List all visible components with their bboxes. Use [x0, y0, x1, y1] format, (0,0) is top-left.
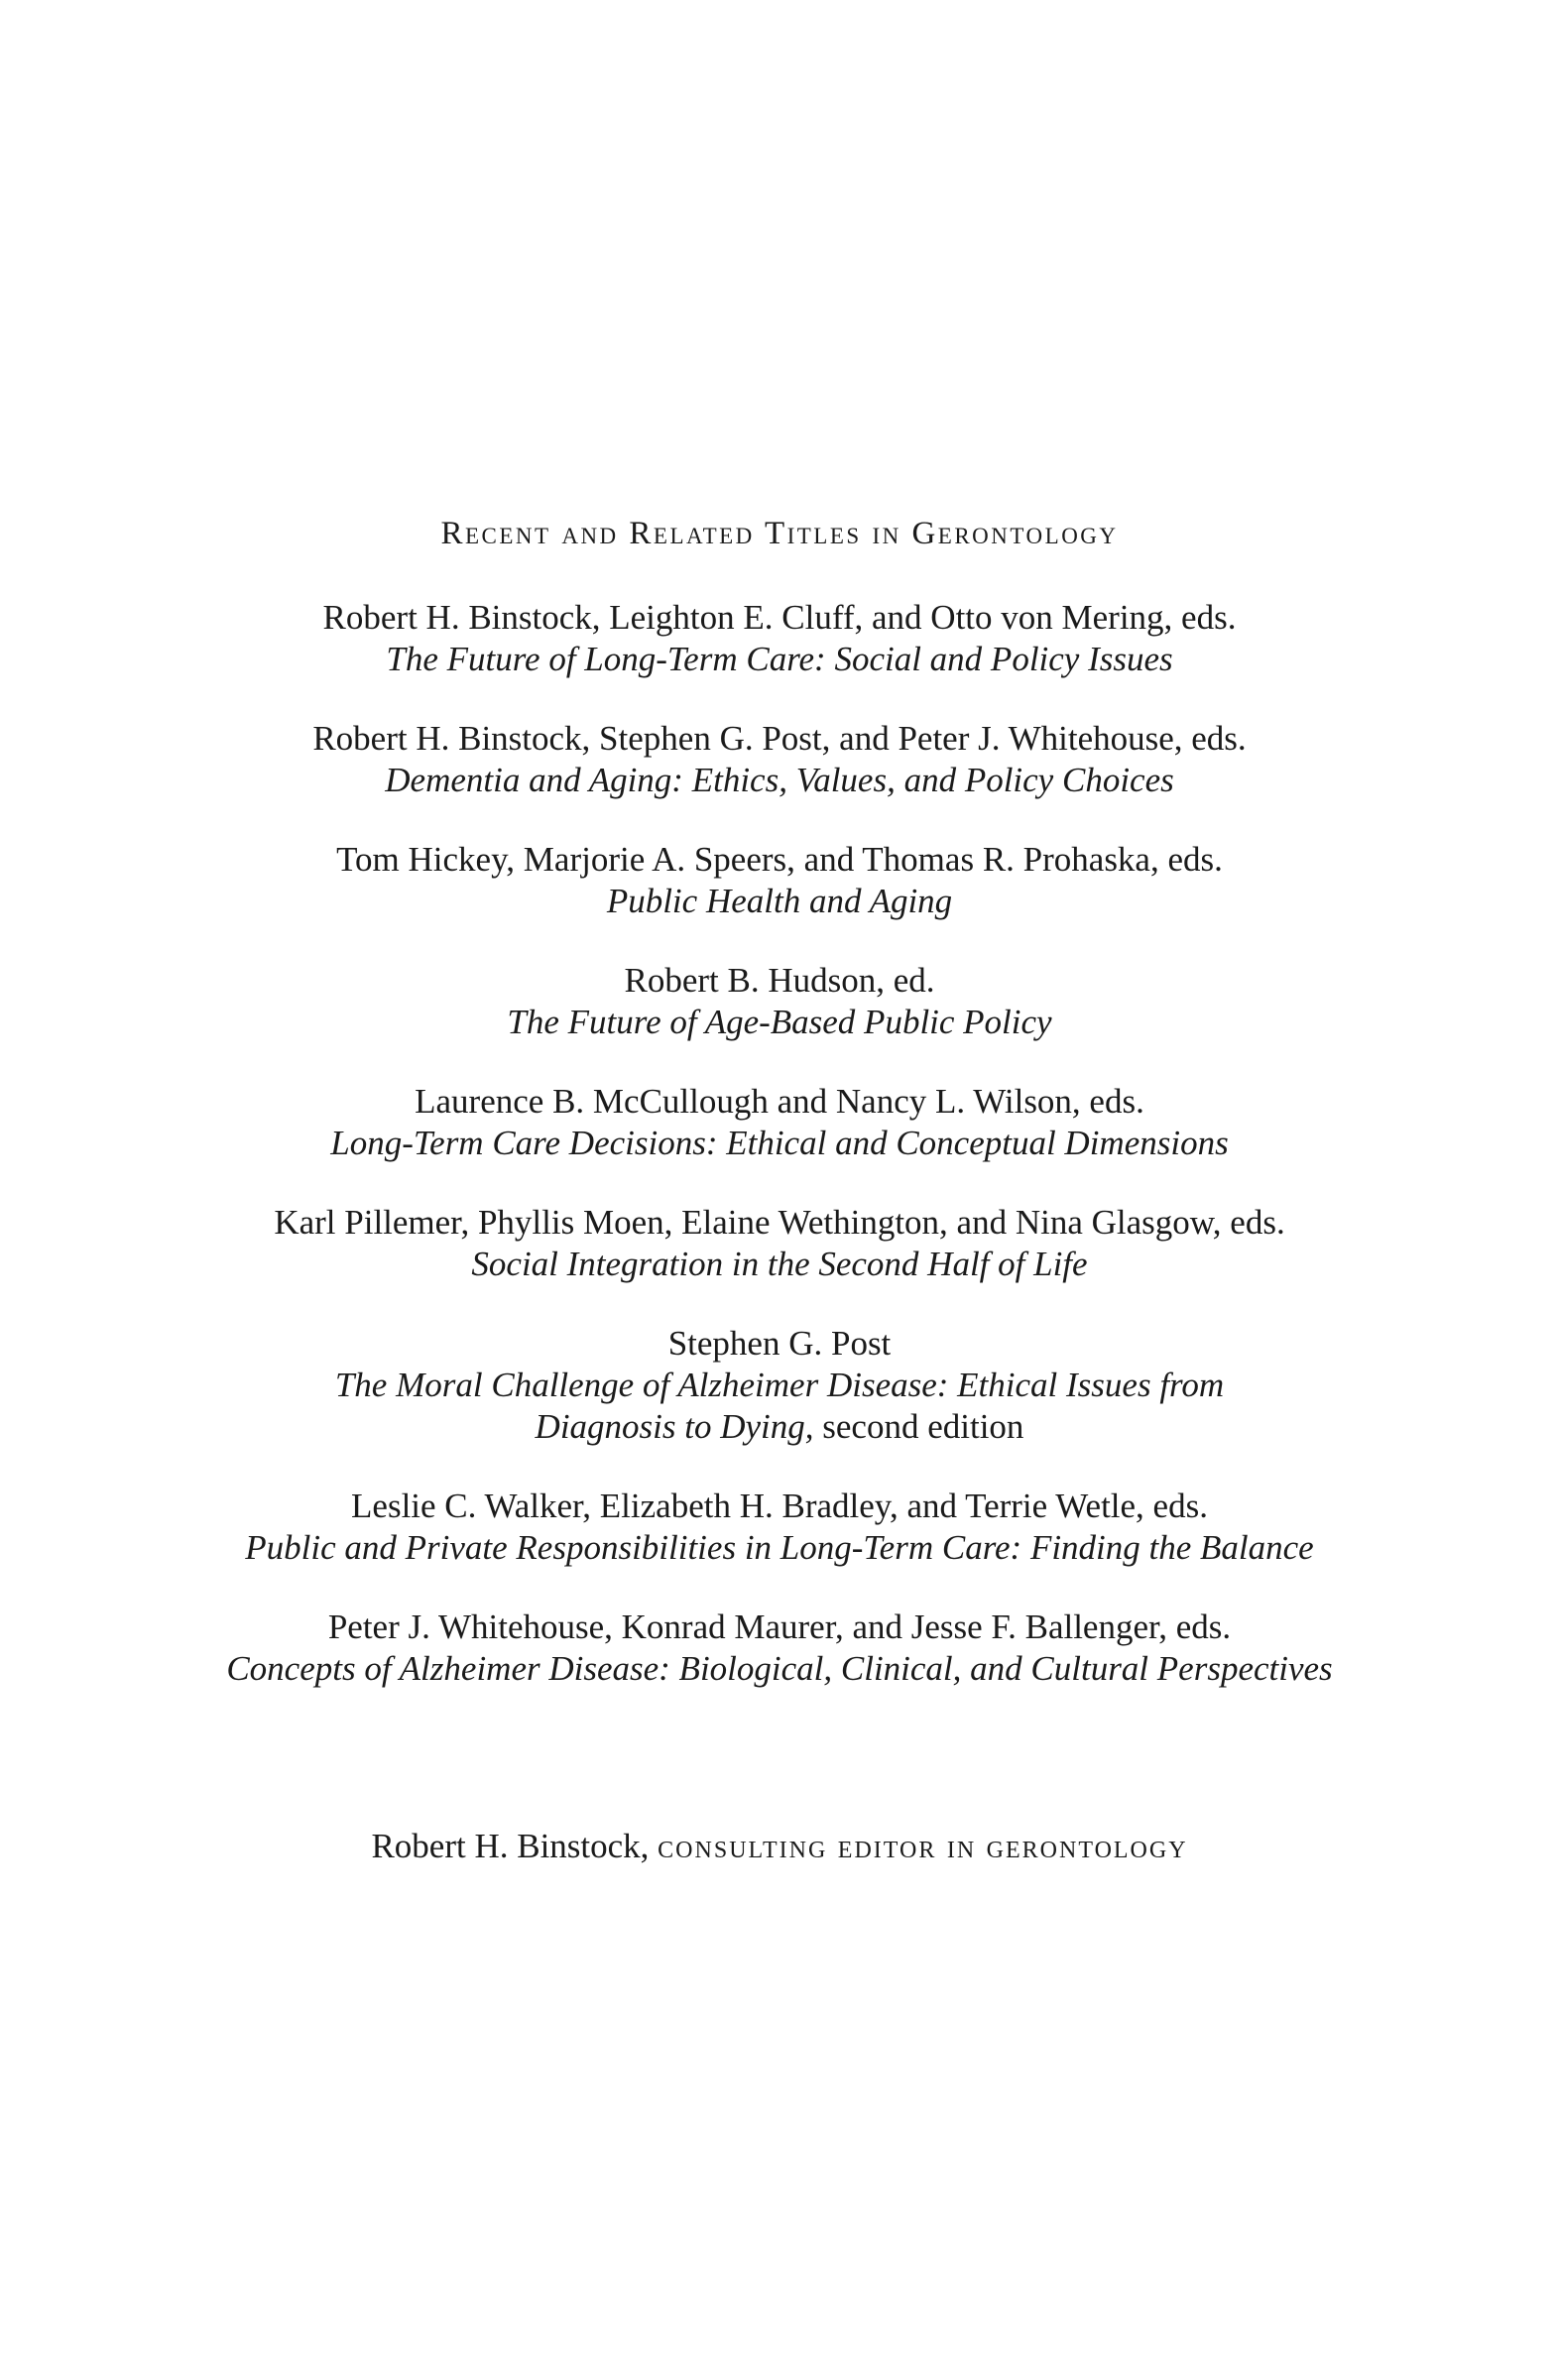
entry-title-text: Diagnosis to Dying, — [535, 1407, 814, 1446]
list-item — [0, 960, 1559, 1043]
entry-title — [0, 1365, 1559, 1406]
consulting-editor-line — [0, 1827, 1559, 1866]
entry-editors: Karl Pillemer, Phyllis Moen, Elaine Wethington, and Nina Glasgow, eds. — [274, 1203, 1285, 1242]
list-item — [0, 1081, 1559, 1164]
entry-title — [0, 1527, 1559, 1569]
entry-title-text: Social Integration in the Second Half of Life — [471, 1245, 1088, 1283]
list-item — [0, 1323, 1559, 1448]
entry-title-text: Concepts of Alzheimer Disease: Biological, Clinical, and Cultural Perspectives — [226, 1649, 1333, 1688]
consulting-editor-name: Robert H. Binstock, — [371, 1827, 650, 1865]
entry-title — [0, 881, 1559, 922]
entry-title — [0, 1648, 1559, 1690]
entry-editors: Robert H. Binstock, Stephen G. Post, and Peter J. Whitehouse, eds. — [312, 719, 1247, 758]
entry-title-text: Long-Term Care Decisions: Ethical and Conceptual Dimensions — [330, 1124, 1229, 1162]
series-heading: Recent and Related Titles in Gerontology — [440, 516, 1119, 551]
list-item — [0, 839, 1559, 922]
list-item — [0, 718, 1559, 801]
entry-editors: Stephen G. Post — [667, 1324, 892, 1363]
consulting-editor-role: consulting editor in gerontology — [658, 1829, 1188, 1865]
list-item — [0, 1486, 1559, 1569]
list-item — [0, 597, 1559, 680]
list-item — [0, 1606, 1559, 1690]
entry-title-text: Public Health and Aging — [606, 882, 953, 920]
title-list — [0, 597, 1559, 1727]
entry-title — [0, 639, 1559, 680]
entry-title-text: Dementia and Aging: Ethics, Values, and Policy Choices — [385, 761, 1174, 799]
list-item — [0, 1202, 1559, 1285]
entry-title — [0, 1406, 1559, 1448]
entry-title — [0, 1002, 1559, 1043]
entry-title-text: Public and Private Responsibilities in Long-Term Care: Finding the Balance — [245, 1528, 1314, 1567]
entry-title-text: The Future of Age-Based Public Policy — [507, 1003, 1052, 1041]
entry-title — [0, 760, 1559, 801]
entry-editors: Tom Hickey, Marjorie A. Speers, and Thomas R. Prohaska, eds. — [336, 840, 1223, 879]
entry-title — [0, 1123, 1559, 1164]
entry-editors: Leslie C. Walker, Elizabeth H. Bradley, and Terrie Wetle, eds. — [351, 1487, 1208, 1525]
entry-title-text: The Moral Challenge of Alzheimer Disease: Ethical Issues from — [334, 1366, 1225, 1404]
entry-editors: Peter J. Whitehouse, Konrad Maurer, and Jesse F. Ballenger, eds. — [327, 1607, 1232, 1646]
entry-title — [0, 1244, 1559, 1285]
entry-editors: Laurence B. McCullough and Nancy L. Wilson, eds. — [415, 1082, 1144, 1121]
entry-edition: second edition — [813, 1407, 1024, 1446]
entry-title-text: The Future of Long-Term Care: Social and Policy Issues — [386, 640, 1173, 678]
entry-editors: Robert B. Hudson, ed. — [624, 961, 935, 1000]
entry-editors: Robert H. Binstock, Leighton E. Cluff, and Otto von Mering, eds. — [322, 598, 1237, 637]
